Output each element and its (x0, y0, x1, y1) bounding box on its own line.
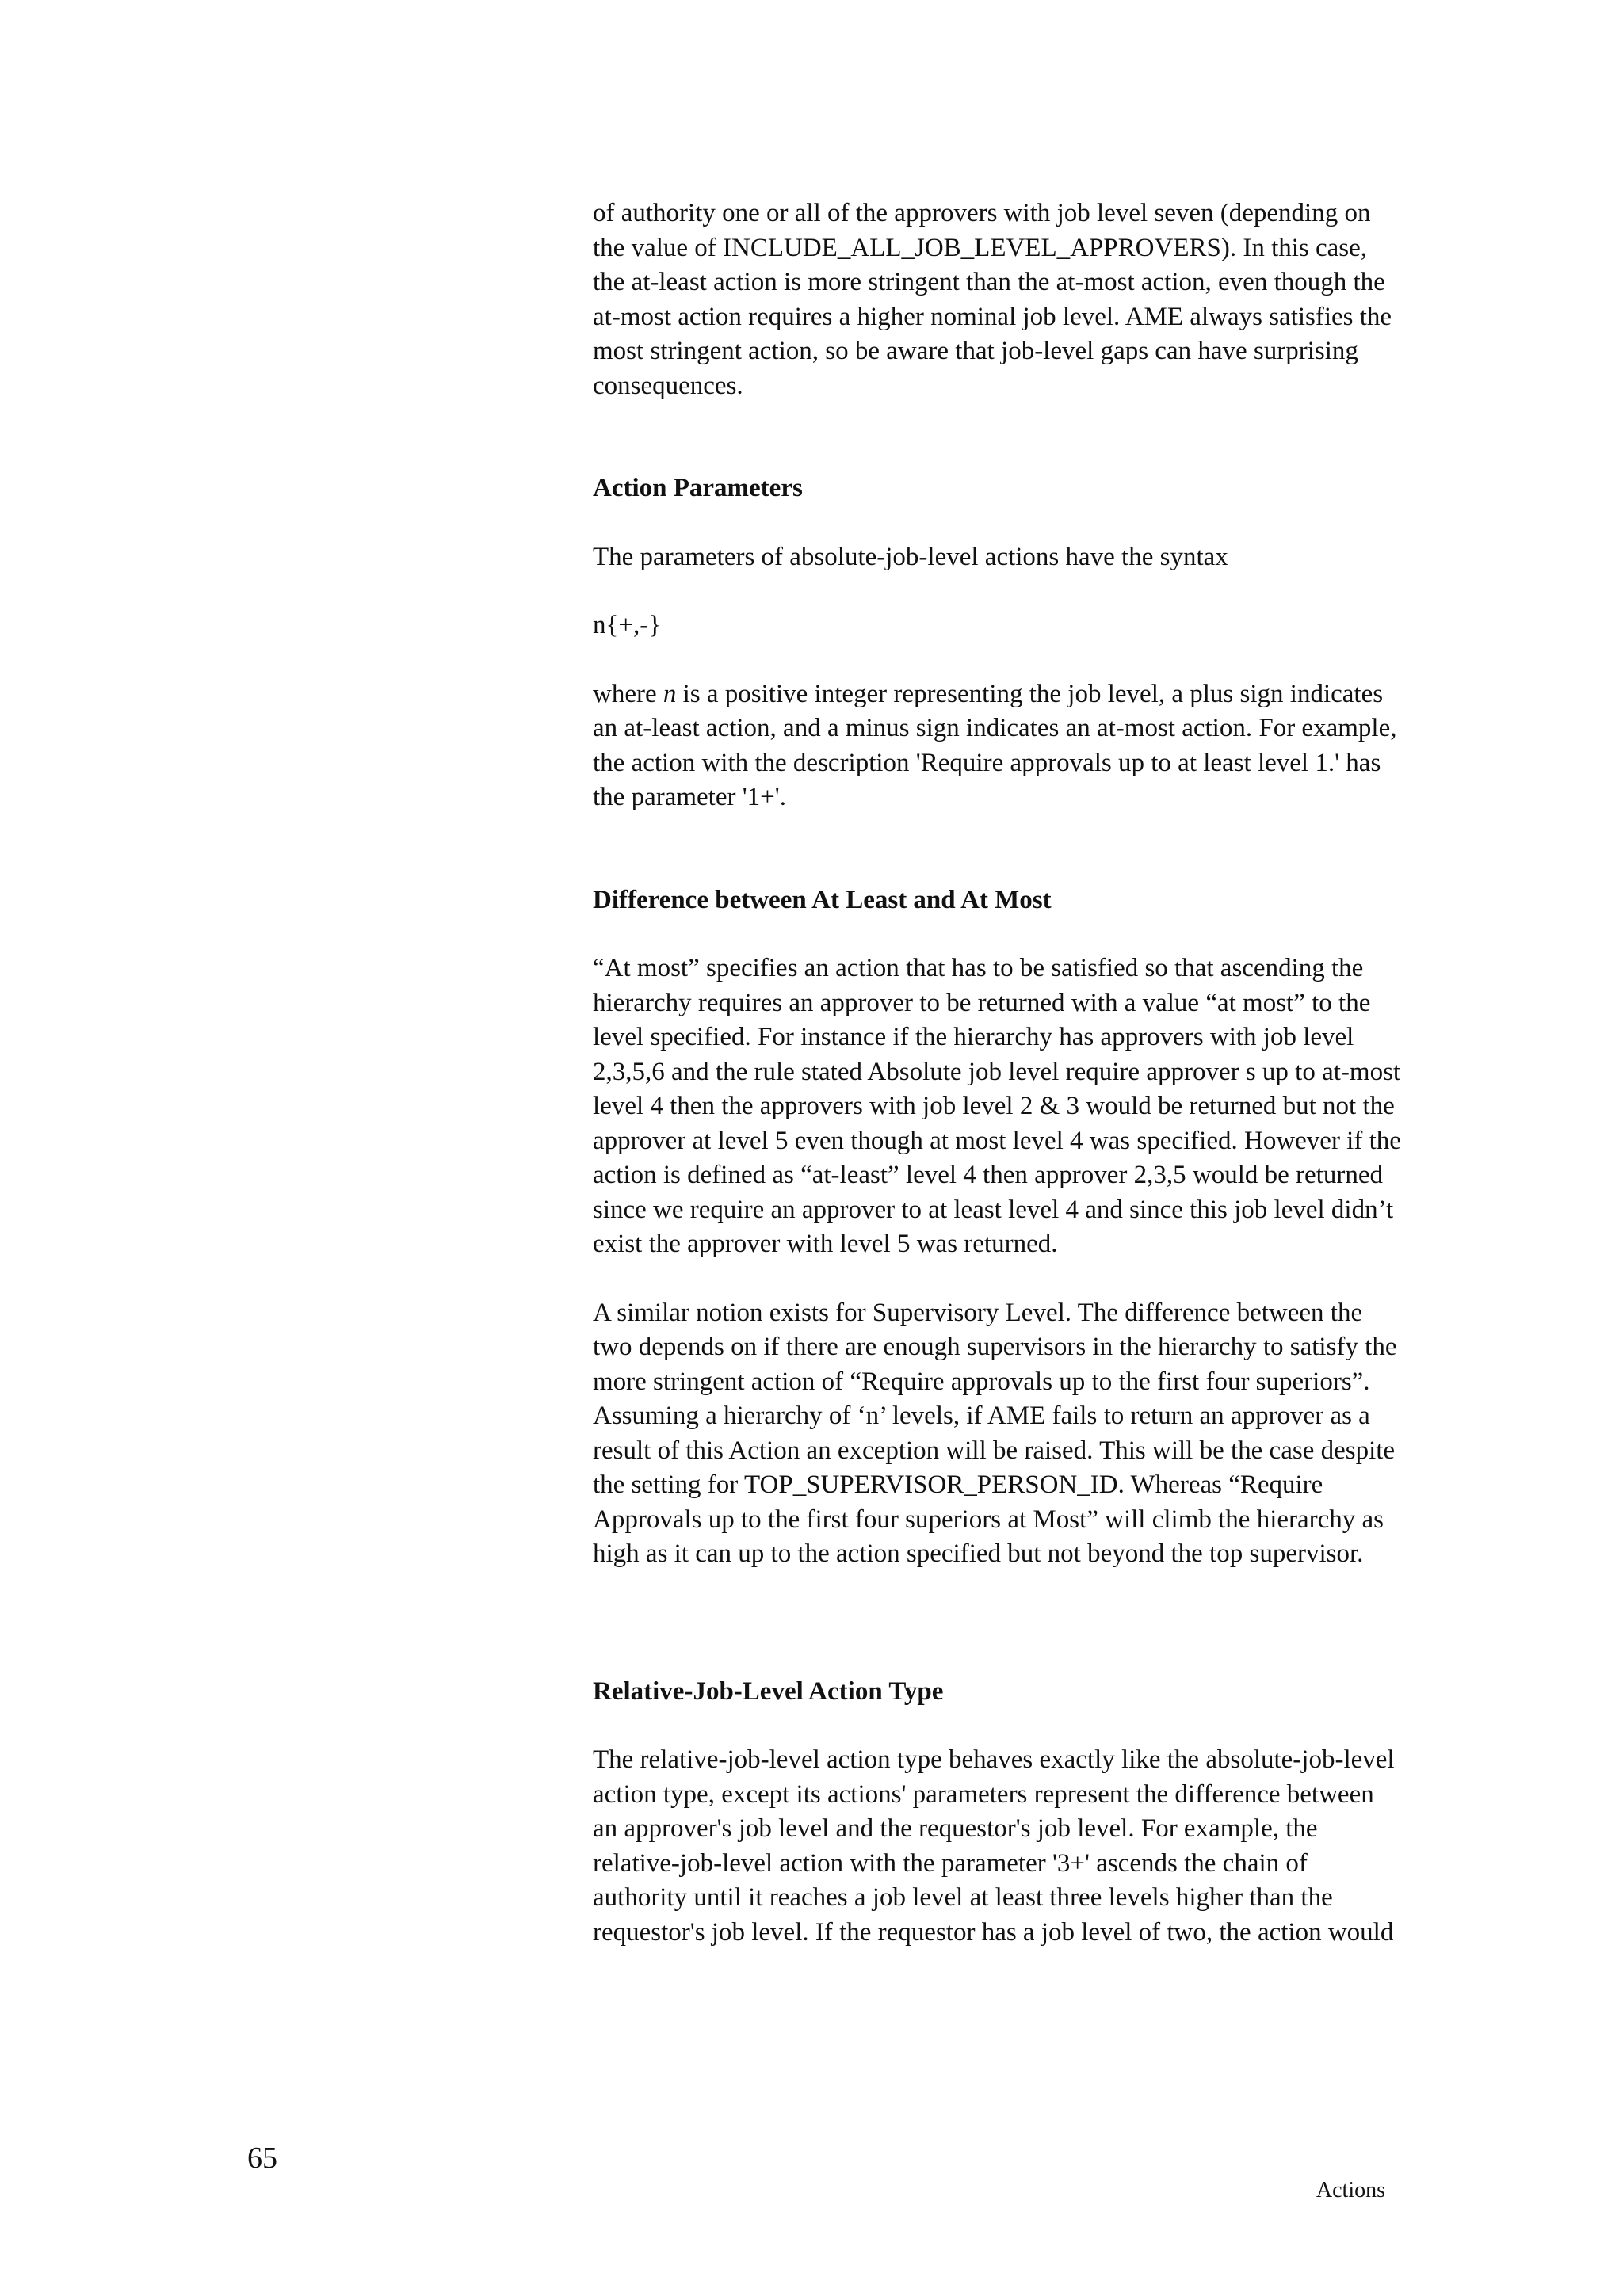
intro-paragraph: of authority one or all of the approvers with job level seven (depending on the value of INCLUDE_ALL_JOB_LEVEL_APPROVERS). In this case, the at-least action is more stringent than the at-most action, even though the at-most action requires a higher nominal job level. AME always satisfies the most stringent action, so be aware that job-level gaps can have surprising consequences. (593, 199, 1392, 400)
difference-heading: Difference between At Least and At Most (593, 885, 1052, 914)
running-footer-section: Actions (1316, 2178, 1385, 2203)
syntax-intro-paragraph: The parameters of absolute-job-level actions have the syntax (593, 542, 1228, 571)
explanation-variable: n (663, 679, 677, 708)
difference-paragraph-2: A similar notion exists for Supervisory Level. The difference between the two depends on if there are enough supervisors in the hierarchy to satisfy the more stringent action of “Require approvals up to the first four superiors”. Assuming a hierarchy of ‘n’ levels, if AME fails to return an approver as a result of this Action an exception will be raised. This will be the case despite the setting for TOP_SUPERVISOR_PERSON_ID. Whereas “Require Approvals up to the first four superiors at Most” will climb the hierarchy as high as it can up to the action specified but not beyond the top supervisor. (593, 1298, 1397, 1568)
explanation-prefix: where (593, 679, 663, 708)
document-body (593, 196, 1401, 1950)
relative-job-level-heading: Relative-Job-Level Action Type (593, 1676, 944, 1706)
relative-job-level-paragraph: The relative-job-level action type behaves exactly like the absolute-job-level action type, except its actions' parameters represent the difference between an approver's job level and the requestor's job level. For example, the relative-job-level action with the parameter '3+' ascends the chain of authority until it reaches a job level at least three levels higher than the requestor's job level. If the requestor has a job level of two, the action would (593, 1745, 1395, 1947)
syntax-line: n{+,-} (593, 611, 662, 639)
syntax-explanation-paragraph (593, 677, 1401, 815)
page-number: 65 (247, 2142, 277, 2175)
action-parameters-heading: Action Parameters (593, 474, 803, 502)
explanation-rest: is a positive integer representing the job level, a plus sign indicates an at-least action, and a minus sign indicates an at-most action. For example, the action with the description 'Require approvals up to at least level 1.' has the parameter '1+'. (593, 679, 1397, 811)
difference-paragraph-1: “At most” specifies an action that has to be satisfied so that ascending the hierarchy requires an approver to be returned with a value “at most” to the level specified. For instance if the hierarchy has approvers with job level 2,3,5,6 and the rule stated Absolute job level require approver s up to at-most level 4 then the approvers with job level 2 & 3 would be returned but not the approver at level 5 even though at most level 4 was specified. However if the action is defined as “at-least” level 4 then approver 2,3,5 would be returned since we require an approver to at least level 4 and since this job level didn’t exist the approver with level 5 was returned. (593, 954, 1401, 1258)
